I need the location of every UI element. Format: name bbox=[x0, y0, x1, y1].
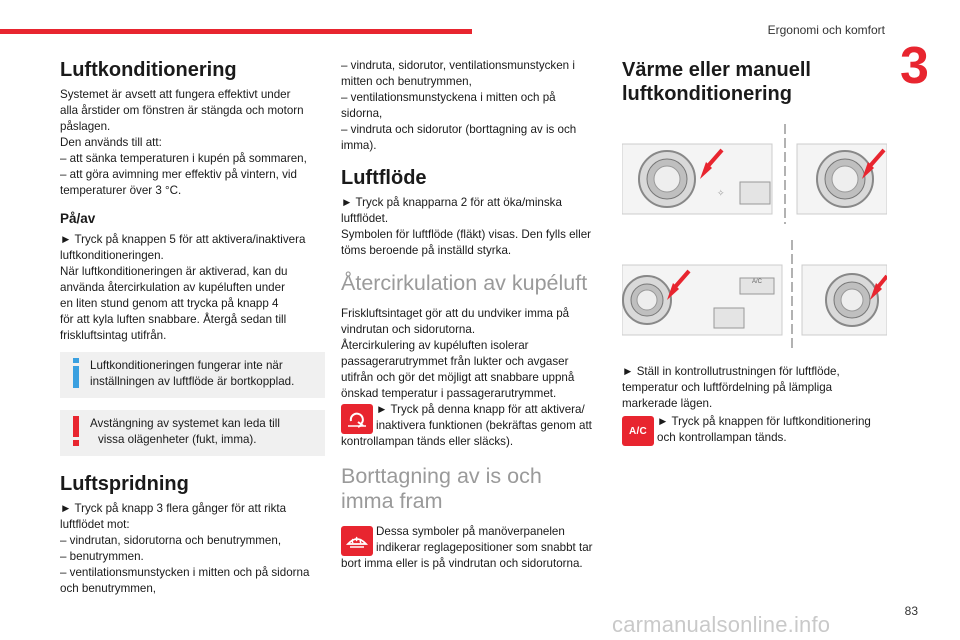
text-line: vindrutan och sidorutorna. bbox=[341, 323, 476, 336]
airflow-text bbox=[341, 195, 606, 259]
text-line: ► Tryck på knappen 5 för att aktivera/inaktivera bbox=[60, 233, 306, 246]
text-line: luftflödet. bbox=[341, 212, 389, 225]
heading-defrost: Borttagning av is och imma fram bbox=[341, 464, 542, 513]
text-line: Dessa symboler på manöverpanelen bbox=[376, 525, 565, 538]
text-line: – att sänka temperaturen i kupén på sommaren, bbox=[60, 152, 307, 165]
control-panel-illustration-2 bbox=[622, 240, 887, 358]
top-accent-bar bbox=[0, 29, 472, 34]
heading-airflow: Luftflöde bbox=[341, 167, 427, 189]
text-line: mitten och benutrymmen, bbox=[341, 75, 472, 88]
panel-ac-label: A/C bbox=[751, 279, 762, 285]
column-3 bbox=[622, 58, 887, 446]
text-line: utifrån och gör det möjligt att snabbare uppnå bbox=[341, 371, 575, 384]
svg-text:✧: ✧ bbox=[717, 189, 725, 199]
page-number: 83 bbox=[904, 604, 918, 618]
warning-note bbox=[60, 410, 325, 456]
defrost-icon bbox=[341, 526, 373, 556]
text-line: – ventilationsmunstyckena i mitten och på bbox=[341, 91, 556, 104]
text-line: – benutrymmen. bbox=[60, 550, 144, 563]
heating-instructions bbox=[622, 364, 887, 412]
text-line: – att göra avimning mer effektiv på vintern, vid bbox=[60, 168, 297, 181]
text-line: sidorna, bbox=[341, 107, 383, 120]
text-line: inaktivera funktionen (bekräftas genom att bbox=[376, 419, 592, 432]
text-line: ► Tryck på knapparna 2 för att öka/minska bbox=[341, 196, 562, 209]
text-line: för att kyla luften snabbare. Återgå sedan till bbox=[60, 313, 287, 326]
text-line: – vindrutan, sidorutorna och benutrymmen, bbox=[60, 534, 282, 547]
text-line: inställningen av luftflöde är bortkopplad. bbox=[90, 375, 295, 388]
text-line: luftkonditioneringen. bbox=[60, 249, 164, 262]
text-line: ► Tryck på knapp 3 flera gånger för att rikta bbox=[60, 502, 287, 515]
onoff-text bbox=[60, 232, 325, 344]
text-line: alla årstider om fönstren är stängda och motorn bbox=[60, 104, 304, 117]
heading-heating-manual-ac: Värme eller manuell luftkonditionering bbox=[622, 59, 811, 105]
text-line: När luftkonditioneringen är aktiverad, kan du bbox=[60, 265, 288, 278]
text-line: – vindruta, sidorutor, ventilationsmunstycken i bbox=[341, 59, 575, 72]
text-line: – vindruta och sidorutor (borttagning av is och bbox=[341, 123, 577, 136]
text-line: använda återcirkulation av kupéluften under bbox=[60, 281, 285, 294]
text-line: kontrollampan tänds eller släcks). bbox=[341, 435, 514, 448]
column-1 bbox=[60, 58, 325, 597]
distribution-text bbox=[60, 501, 325, 597]
ac-button-row bbox=[622, 414, 887, 446]
heading-recirculation: Återcirkulation av kupéluft bbox=[341, 271, 588, 295]
distribution-continued bbox=[341, 58, 606, 154]
defrost-row bbox=[341, 524, 606, 572]
text-line: Luftkonditioneringen fungerar inte när bbox=[90, 359, 283, 372]
recirculation-text bbox=[341, 306, 606, 402]
text-line: temperatur och luftfördelning på lämpliga bbox=[622, 381, 833, 394]
heading-air-distribution: Luftspridning bbox=[60, 473, 189, 495]
text-line: Systemet är avsett att fungera effektivt under bbox=[60, 88, 291, 101]
text-line: – ventilationsmunstycken i mitten och på sidorna bbox=[60, 566, 310, 579]
text-line: Friskluftsintaget gör att du undviker imma på bbox=[341, 307, 570, 320]
chapter-number: 3 bbox=[900, 37, 929, 95]
info-icon bbox=[70, 358, 82, 388]
text-line: passagerarutrymmet från lukter och avgaser bbox=[341, 355, 569, 368]
ac-icon-label: A/C bbox=[628, 425, 648, 437]
text-line: påslagen. bbox=[60, 120, 111, 133]
intro-text bbox=[60, 87, 325, 199]
text-line: friskluftsintag utifrån. bbox=[60, 329, 167, 342]
watermark: carmanualsonline.info bbox=[612, 612, 831, 637]
text-line: temperaturer över 3 °C. bbox=[60, 184, 182, 197]
ac-icon bbox=[622, 416, 654, 446]
text-line: bort imma eller is på vindrutan och sidorutorna. bbox=[341, 557, 583, 570]
text-line: imma). bbox=[341, 139, 377, 152]
recirculation-button-row bbox=[341, 402, 606, 450]
control-panel-illustration-1 bbox=[622, 124, 887, 234]
heading-air-conditioning: Luftkonditionering bbox=[60, 59, 237, 81]
text-line: Avstängning av systemet kan leda till bbox=[90, 417, 280, 430]
text-line: en liten stund genom att trycka på knapp 4 bbox=[60, 297, 279, 310]
text-line: och kontrollampan tänds. bbox=[657, 431, 787, 444]
text-line: ► Tryck på denna knapp för att aktivera/ bbox=[376, 403, 585, 416]
warning-icon bbox=[70, 416, 82, 446]
text-line: indikerar reglagepositioner som snabbt tar bbox=[376, 541, 593, 554]
control-panel-drawing bbox=[622, 240, 887, 358]
text-line: luftflödet mot: bbox=[60, 518, 130, 531]
text-line: markerade lägen. bbox=[622, 397, 713, 410]
info-note bbox=[60, 352, 325, 398]
text-line: töms beroende på inställd styrka. bbox=[341, 244, 512, 257]
recirculation-icon bbox=[341, 404, 373, 434]
text-line: önskad temperatur i passagerarutrymmet. bbox=[341, 387, 557, 400]
text-line: och benutrymmen, bbox=[60, 582, 157, 595]
text-line: ► Tryck på knappen för luftkonditionering bbox=[657, 415, 871, 428]
text-line: ► Ställ in kontrollutrustningen för luftflöde, bbox=[622, 365, 840, 378]
text-line: Den används till att: bbox=[60, 136, 162, 149]
control-panel-drawing bbox=[622, 124, 887, 234]
text-line: Återcirkulering av kupéluften isolerar bbox=[341, 339, 529, 352]
heading-on-off: På/av bbox=[60, 211, 96, 226]
column-2 bbox=[341, 58, 606, 572]
text-line: vissa olägenheter (fukt, imma). bbox=[98, 433, 257, 446]
section-title: Ergonomi och komfort bbox=[767, 23, 885, 37]
text-line: Symbolen för luftflöde (fläkt) visas. Den fylls eller bbox=[341, 228, 592, 241]
